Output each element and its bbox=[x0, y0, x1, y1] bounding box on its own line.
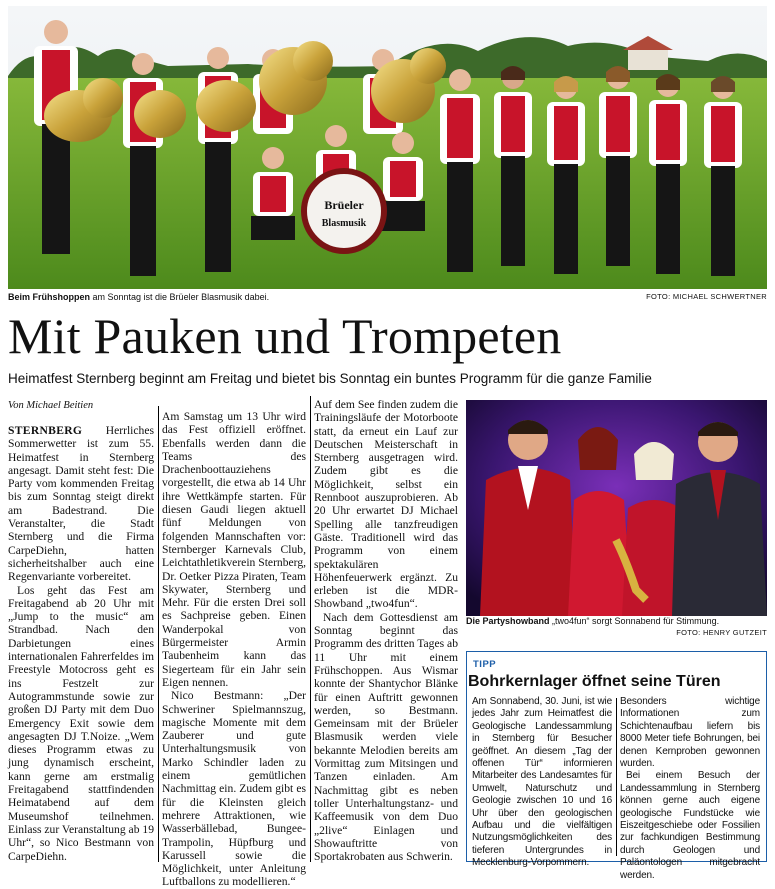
bass-drum bbox=[304, 171, 384, 251]
tip-col1-text: Am Sonnabend, 30. Juni, ist wie jedes Jahr zum Heimatfest die Geologische Landessammlung in Sternberg für Besucher geöffnet. An diesem „Tag der offenen Tür“ informieren Mitarbeiter des Landesamtes für Umwelt, Naturschutz und Geologie zwischen 10 und 16 Uhr über den geologischen Aufbau und die vielfältigen Nutzungsmöglichkeiten des tieferen Untergrundes in Mecklenburg-Vorpommern. bbox=[472, 696, 612, 869]
hero-photo-credit: FOTO: MICHAEL SCHWERTNER bbox=[646, 292, 767, 301]
article-subline: Heimatfest Sternberg beginnt am Freitag und bietet bis Sonntag ein buntes Programm für die ganze Familie bbox=[8, 371, 652, 386]
showband-caption-rest: „two4fun“ sorgt Sonnabend für Stimmung. bbox=[549, 616, 720, 626]
tip-column-1 bbox=[472, 696, 612, 870]
hero-caption-rest: am Sonntag ist die Brüeler Blasmusik dabei. bbox=[90, 292, 270, 302]
col3-paragraph-1: Auf dem See finden zudem die Trainingsläufe der Motorboote statt, da erneut ein Lauf zur Deutschen Meisterschaft in Sternberg ausgetragen wird. Zudem gibt es die Möglichkeit, selbst ein Rennboot auszuprobieren. Ab 20 Uhr erwartet DJ Michael Spelling alle tanzfreudigen Gäste. Traditionell wird das Programm von einem spektakulären Höhenfeuerwerk ergänzt. Zu erleben ist die MDR-Showband „two4fun“. bbox=[314, 398, 458, 611]
showband-caption bbox=[466, 616, 767, 627]
col1-paragraph-2: Los geht das Fest am Freitagabend ab 20 Uhr mit „Jump to the music“ am Strandbad. Nach den Darbietungen eines internationalen Fahrerfeldes im Freestyle Motocross geht es ins Festzelt zur Autogrammstunde sowie zur großen DJ Party mit dem Duo Emergency Exit sowie dem angesagten DJ T.Noize. „Wem dieses Programm etwas zu jung dynamisch erscheint, kann gerne am erstmalig Freitagabend stattfindenden Heimatabend auf dem Museumshof teilnehmen. Einlass zur Veranstaltung ab 19 Uhr“, so Nico Bestmann von CarpeDiehn. bbox=[8, 583, 154, 863]
tip-column-divider bbox=[616, 698, 617, 856]
showband-photo-credit: FOTO: HENRY GUTZEIT bbox=[676, 628, 767, 637]
article-column-1 bbox=[8, 424, 154, 863]
showband-caption-bold: Die Partyshowband bbox=[466, 616, 550, 626]
tip-column-2 bbox=[620, 696, 760, 882]
hero-caption bbox=[8, 290, 269, 304]
brass-band-illustration bbox=[8, 6, 767, 289]
hero-caption-row bbox=[8, 290, 767, 304]
tip-label: TIPP bbox=[473, 659, 497, 670]
tip-headline: Bohrkernlager öffnet seine Türen bbox=[468, 673, 721, 690]
drum-text-1: Brüeler bbox=[324, 198, 364, 212]
tip-col2-paragraph-1: Besonders wichtige Informationen zum Schichtenaufbau liefern bis 8000 Meter tiefe Bohrungen, bei denen Kernproben gewonnen wurden. bbox=[620, 696, 760, 770]
showband-illustration bbox=[466, 400, 767, 616]
showband-photo bbox=[466, 400, 767, 616]
article-column-2 bbox=[162, 410, 306, 889]
tip-col2-paragraph-2: Bei einem Besuch der Landessammlung in Sternberg können gerne auch eigene geologische Fundstücke wie Eiszeitgeschiebe oder Fossilien zur fachkundigen Bestimmung durch Geologen und Paläontologen mitgebracht werden. bbox=[620, 770, 760, 881]
dateline: STERNBERG bbox=[8, 424, 83, 437]
column-divider-2 bbox=[310, 396, 311, 862]
article-headline: Mit Pauken und Trompeten bbox=[8, 308, 562, 364]
article-byline: Von Michael Beitien bbox=[8, 400, 94, 411]
drum-text-2: Blasmusik bbox=[321, 218, 367, 229]
col2-paragraph-2: Nico Bestmann: „Der Schweriner Spielmannszug, magische Momente mit dem Zauberer und gute Unterhaltungsmusik von Marko Schindler laden zu einem gemütlichen Nachmittag ein. Zudem gibt es für die Kleinsten gleich mehrere Attraktionen, wie Wasserbällebad, Bungee-Trampolin, Hüpfburg und Karussell sowie die Möglichkeit, unter Anleitung Luftballons zu modellieren.“ bbox=[162, 689, 306, 889]
hero-photo-band bbox=[8, 6, 767, 289]
col3-paragraph-2: Nach dem Gottesdienst am Sonntag beginnt das Programm des dritten Tages ab 11 Uhr mit einem Frühschoppen. Aus Wismar konnte der Shantychor Blänke für einen Auftritt gewonnen werden, so Bestmann. Gemeinsam mit der Brüeler Blasmusik werden viele bekannte Melodien bereits am Vormittag zum Mitsingen und Tanzen einladen. Am Nachmittag gibt es neben toller Unterhaltungstanz- und Kaffeemusik von dem Duo „2live“ Einlagen und Showauftritte von Sportakrobaten aus Schwerin. bbox=[314, 610, 458, 864]
col1-p1-text: Herrliches Sommerwetter ist zum 55. Heimatfest in Sternberg angesagt. Damit steht fest: Die Party vom kommenden Freitag bis zum Sonntag steigt direkt am Badestrand. Die Veranstalter, die Stadt Sternberg und die Firma CarpeDiehn, hatten sicherheitshalber auch eine Regenvariante vorbereitet. bbox=[8, 424, 154, 584]
article-column-3 bbox=[314, 398, 458, 863]
col1-paragraph-1 bbox=[8, 424, 154, 584]
column-divider-1 bbox=[158, 406, 159, 862]
hero-caption-bold: Beim Frühshoppen bbox=[8, 292, 91, 302]
col2-paragraph-1: Am Samstag um 13 Uhr wird das Fest offiziell eröffnet. Ebenfalls werden dann die Teams des Drachenboottauziehens vorgestellt, die etwa ab 14 Uhr ihre Wettkämpfe starten. Für diesen Gaudi liegen aktuell fünf Meldungen von folgenden Mannschaften vor: Sternberger Karnevals Club, Leichtathletikverein Sternberg, Dr. Oetker Pizza Piraten, Team Skywater, Sternberg und Mehr. Für die ersten Drei soll es Sachpreise geben. Einen Wanderpokal von Bürgermeister Armin Taubenheim kann das Siegerteam für ein Jahr sein Eigen nennen. bbox=[162, 410, 307, 689]
